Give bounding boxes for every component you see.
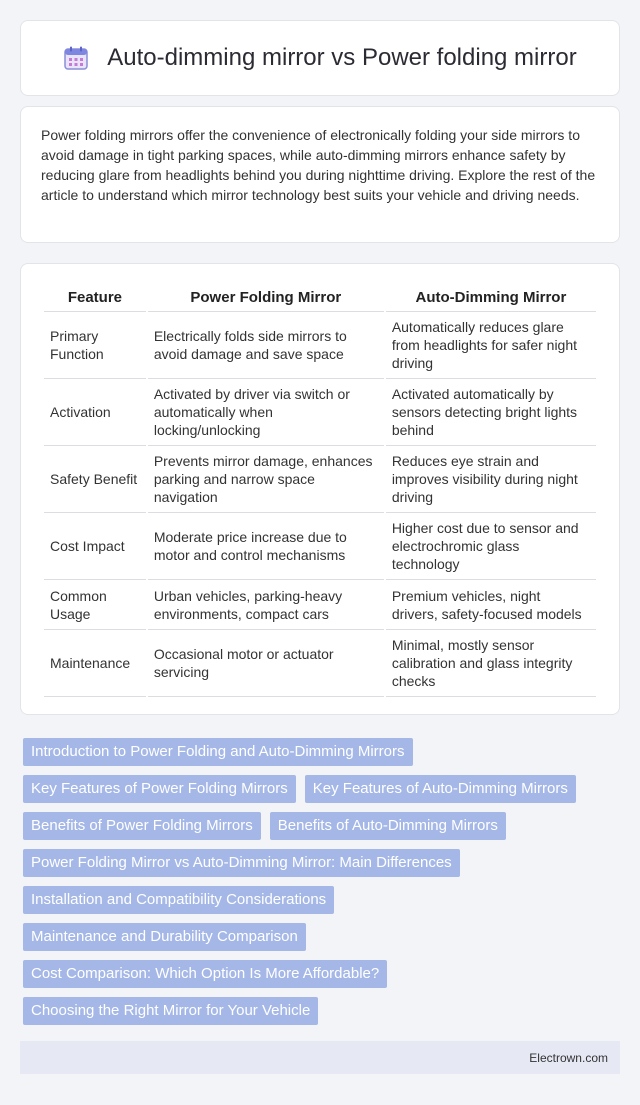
link-row xyxy=(23,886,617,914)
row-power-folding: Activated by driver via switch or automatically when locking/unlocking xyxy=(148,379,384,446)
link-row xyxy=(23,812,617,840)
row-power-folding: Urban vehicles, parking-heavy environments, compact cars xyxy=(148,580,384,630)
row-auto-dimming: Premium vehicles, night drivers, safety-focused models xyxy=(386,580,596,630)
comparison-table xyxy=(42,284,598,697)
row-feature: Cost Impact xyxy=(44,513,146,580)
row-feature: Safety Benefit xyxy=(44,446,146,513)
header-power-folding: Power Folding Mirror xyxy=(148,284,384,312)
footer-site-name[interactable]: Electrown.com xyxy=(529,1050,608,1065)
row-auto-dimming: Activated automatically by sensors detecting bright lights behind xyxy=(386,379,596,446)
comparison-table-card xyxy=(20,263,620,715)
row-feature: Primary Function xyxy=(44,312,146,379)
row-power-folding: Electrically folds side mirrors to avoid damage and save space xyxy=(148,312,384,379)
row-auto-dimming: Minimal, mostly sensor calibration and glass integrity checks xyxy=(386,630,596,697)
footer xyxy=(20,1041,620,1074)
topic-link[interactable]: Installation and Compatibility Considerations xyxy=(23,886,334,914)
table-row xyxy=(44,580,596,630)
topic-link[interactable]: Introduction to Power Folding and Auto-Dimming Mirrors xyxy=(23,738,413,766)
row-feature: Maintenance xyxy=(44,630,146,697)
topic-link[interactable]: Benefits of Power Folding Mirrors xyxy=(23,812,261,840)
row-power-folding: Occasional motor or actuator servicing xyxy=(148,630,384,697)
header-auto-dimming: Auto-Dimming Mirror xyxy=(386,284,596,312)
topic-link[interactable]: Key Features of Power Folding Mirrors xyxy=(23,775,296,803)
intro-paragraph: Power folding mirrors offer the convenience of electronically folding your side mirrors to avoid damage in tight parking spaces, while auto-dimming mirrors enhance safety by reducing glare from headlights behind you during nighttime driving. Explore the rest of the article to understand which mirror technology best suits your vehicle and driving needs. xyxy=(41,127,596,203)
topic-link[interactable]: Benefits of Auto-Dimming Mirrors xyxy=(270,812,506,840)
topic-link[interactable]: Cost Comparison: Which Option Is More Affordable? xyxy=(23,960,387,988)
title-card xyxy=(20,20,620,96)
link-row xyxy=(23,775,617,803)
table-row xyxy=(44,513,596,580)
topic-link[interactable]: Power Folding Mirror vs Auto-Dimming Mirror: Main Differences xyxy=(23,849,460,877)
table-row xyxy=(44,630,596,697)
intro-card xyxy=(20,106,620,243)
calendar-icon xyxy=(63,45,89,71)
topic-link[interactable]: Maintenance and Durability Comparison xyxy=(23,923,306,951)
topic-links xyxy=(23,738,617,1034)
table-row xyxy=(44,312,596,379)
link-row xyxy=(23,997,617,1025)
topic-link[interactable]: Key Features of Auto-Dimming Mirrors xyxy=(305,775,576,803)
row-feature: Activation xyxy=(44,379,146,446)
row-feature: Common Usage xyxy=(44,580,146,630)
link-row xyxy=(23,849,617,877)
row-auto-dimming: Automatically reduces glare from headlights for safer night driving xyxy=(386,312,596,379)
table-row xyxy=(44,379,596,446)
header-feature: Feature xyxy=(44,284,146,312)
row-power-folding: Prevents mirror damage, enhances parking and narrow space navigation xyxy=(148,446,384,513)
link-row xyxy=(23,923,617,951)
table-row xyxy=(44,446,596,513)
topic-link[interactable]: Choosing the Right Mirror for Your Vehicle xyxy=(23,997,318,1025)
page-title: Auto-dimming mirror vs Power folding mirror xyxy=(107,44,577,71)
row-auto-dimming: Reduces eye strain and improves visibility during night driving xyxy=(386,446,596,513)
table-header-row xyxy=(44,284,596,312)
row-auto-dimming: Higher cost due to sensor and electrochromic glass technology xyxy=(386,513,596,580)
row-power-folding: Moderate price increase due to motor and control mechanisms xyxy=(148,513,384,580)
link-row xyxy=(23,738,617,766)
link-row xyxy=(23,960,617,988)
